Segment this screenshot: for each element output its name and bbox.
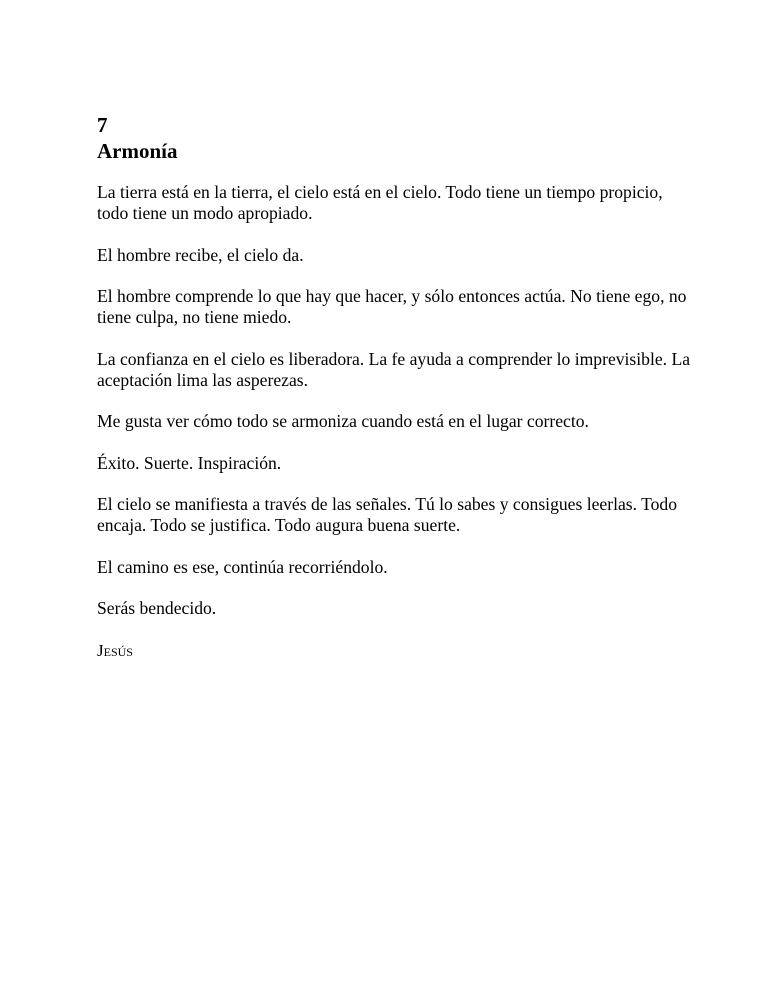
paragraph: El camino es ese, continúa recorriéndolo. — [97, 556, 388, 577]
document-page — [97, 113, 697, 661]
chapter-title: Armonía — [97, 139, 178, 163]
paragraph: La confianza en el cielo es liberadora. La fe ayuda a comprender lo imprevisible. La aceptación lima las asperezas. — [97, 348, 691, 390]
paragraph: La tierra está en la tierra, el cielo está en el cielo. Todo tiene un tiempo propicio, todo tiene un modo apropiado. — [97, 182, 663, 223]
paragraph: El cielo se manifiesta a través de las señales. Tú lo sabes y consigues leerlas. Todo encaja. Todo se justifica. Todo augura buena suerte. — [97, 494, 678, 535]
chapter-number: 7 — [97, 113, 108, 137]
paragraph: Serás bendecido. — [97, 598, 217, 618]
paragraph: El hombre recibe, el cielo da. — [97, 244, 304, 265]
paragraph: El hombre comprende lo que hay que hacer, y sólo entonces actúa. No tiene ego, no tiene culpa, no tiene miedo. — [97, 286, 687, 327]
paragraph: Me gusta ver cómo todo se armoniza cuando está en el lugar correcto. — [97, 411, 589, 431]
paragraph: Éxito. Suerte. Inspiración. — [97, 452, 282, 473]
signature: Jesús — [97, 640, 133, 660]
